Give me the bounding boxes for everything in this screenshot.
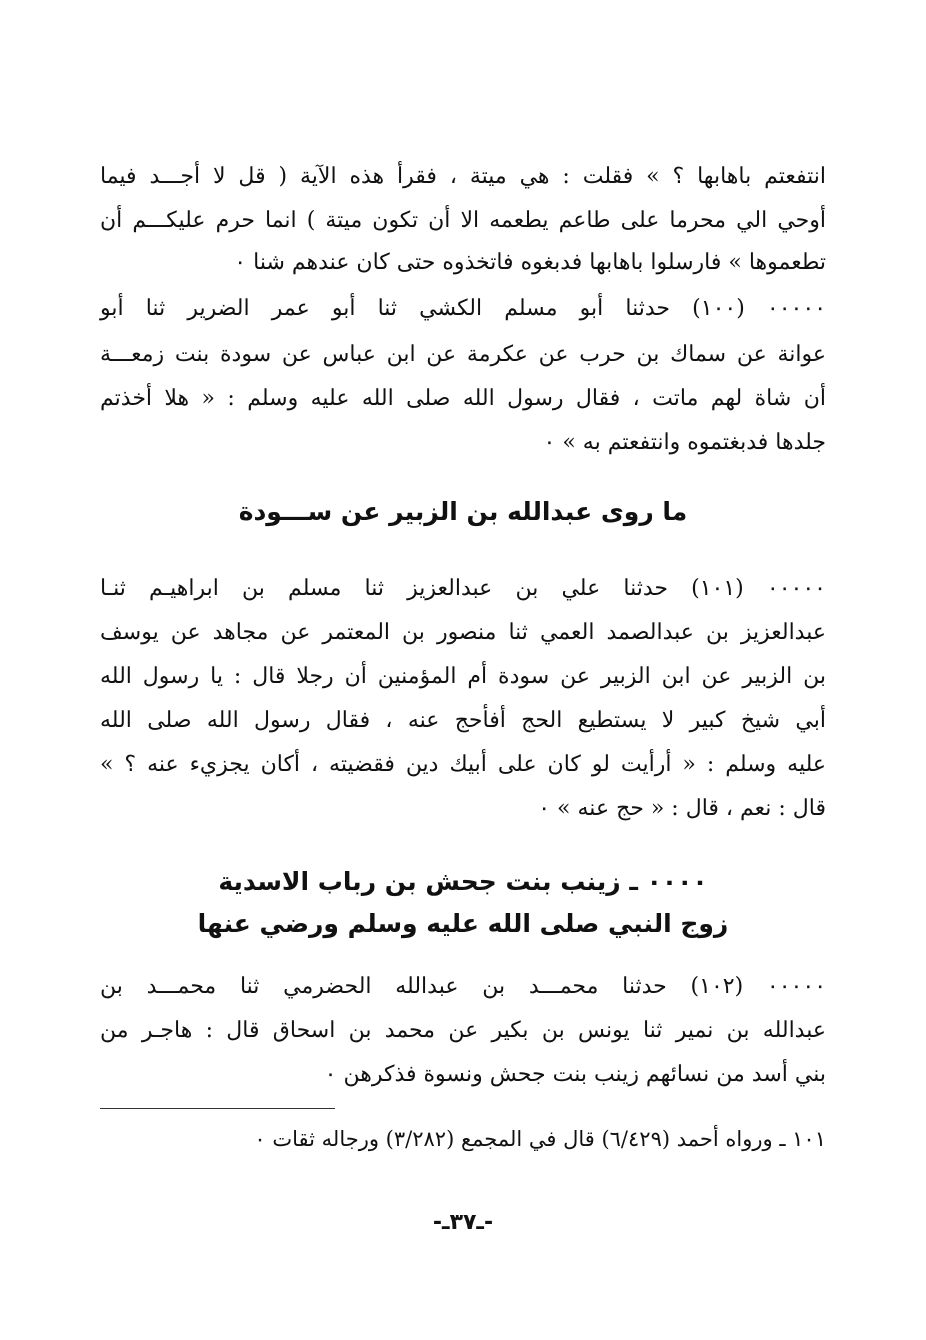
text-line: انتفعتم باهابها ؟ » فقلت : هي ميتة ، فقرأ هذه الآية ( قل لا أجـــد فيما	[100, 164, 826, 189]
text-line: عليه وسلم : « أرأيت لو كان على أبيك دين فقضيته ، أكان يجزيء عنه ؟ »	[100, 752, 826, 777]
text-line: بن الزبير عن ابن الزبير عن سودة أم المؤمنين أن رجلا قال : يا رسول الله	[100, 664, 826, 689]
page-number: -ـ٣٧ـ-	[432, 1210, 494, 1235]
footnote: ١٠١ ـ ورواه أحمد (٦/٤٢٩) قال في المجمع (٣/٢٨٢) ورجاله ثقات ٠	[254, 1127, 826, 1151]
text-line: بني أسد من نسائهم زينب بنت جحش ونسوة فذكرهن ٠	[324, 1062, 826, 1087]
section-heading: ٠٠٠٠ ـ زينب بنت جحش بن رباب الاسدية	[218, 867, 708, 896]
text-line: تطعموها » فارسلوا باهابها فدبغوه فاتخذوه حتى كان عندهم شنا ٠	[234, 250, 826, 275]
text-line: أوحي الي محرما على طاعم يطعمه الا أن تكون ميتة ) انما حرم عليكـــم أن	[100, 208, 826, 233]
text-line: عبدالله بن نمير ثنا يونس بن بكير عن محمد بن اسحاق قال : هاجـر من	[100, 1018, 826, 1043]
section-heading: ما روى عبدالله بن الزبير عن ســـودة	[238, 497, 688, 526]
footnote-divider	[100, 1108, 335, 1109]
text-line: أبي شيخ كبير لا يستطيع الحج أفأحج عنه ، فقال رسول الله صلى الله	[100, 708, 826, 733]
text-line: ٠٠٠٠٠ (١٠١) حدثنا علي بن عبدالعزيز ثنا مسلم بن ابراهيـم ثنـا	[100, 576, 826, 601]
text-line: قال : نعم ، قال : « حج عنه » ٠	[538, 796, 826, 821]
section-subheading: زوج النبي صلى الله عليه وسلم ورضي عنها	[197, 909, 729, 938]
text-line: ٠٠٠٠٠ (١٠٢) حدثنا محمـــد بن عبدالله الحضرمي ثنا محمـــد بن	[100, 974, 827, 999]
text-line: ٠٠٠٠٠ (١٠٠) حدثنا أبو مسلم الكشي ثنا أبو عمر الضرير ثنا أبو	[100, 296, 827, 321]
text-line: أن شاة لهم ماتت ، فقال رسول الله صلى الله عليه وسلم : « هلا أخذتم	[100, 386, 826, 411]
text-line: جلدها فدبغتموه وانتفعتم به » ٠	[543, 430, 826, 455]
text-line: عبدالعزيز بن عبدالصمد العمي ثنا منصور بن المعتمر عن مجاهد عن يوسف	[100, 620, 826, 645]
text-line: عوانة عن سماك بن حرب عن عكرمة عن ابن عباس عن سودة بنت زمعـــة	[100, 342, 826, 367]
